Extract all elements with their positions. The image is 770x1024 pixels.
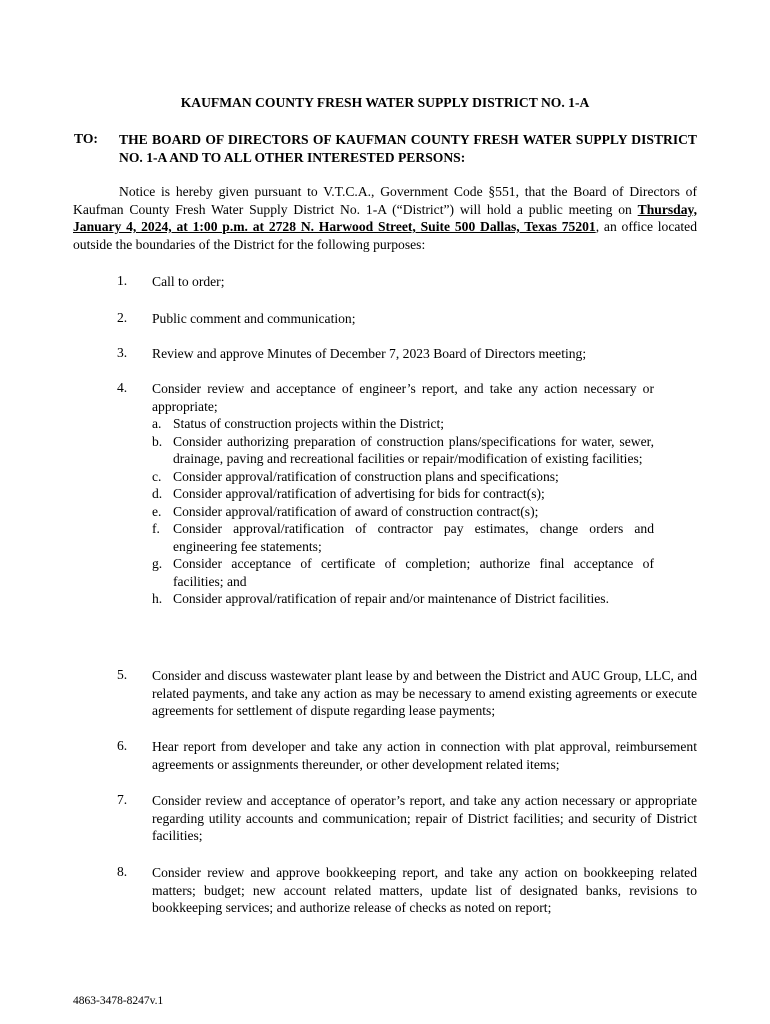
notice-text-start: Notice is hereby given pursuant to V.T.C.A., Government Code §551, that the Board of Directors of Kaufman County Fresh Water Supply District No. 1-A (“District”) will hold a public meeting on <box>73 184 697 217</box>
subitem <box>152 590 654 608</box>
item-text: Consider review and acceptance of engineer’s report, and take any action necessary or appropriate; <box>152 381 654 414</box>
item-number: 5. <box>117 667 128 682</box>
subitem-text: Consider approval/ratification of contractor pay estimates, change orders and engineering fee statements; <box>173 521 654 554</box>
subitem <box>152 520 654 555</box>
subitem <box>152 503 654 521</box>
document-title: KAUFMAN COUNTY FRESH WATER SUPPLY DISTRICT NO. 1-A <box>180 95 590 110</box>
item-text: Consider and discuss wastewater plant lease by and between the District and AUC Group, LLC, and related payments, and take any action as may be necessary to amend existing agreements or execute agreements for settlement of dispute regarding lease payments; <box>152 668 697 718</box>
subitem-letter: d. <box>152 486 163 501</box>
subitem-text: Consider acceptance of certificate of completion; authorize final acceptance of facilities; and <box>173 556 654 589</box>
to-addressee: THE BOARD OF DIRECTORS OF KAUFMAN COUNTY FRESH WATER SUPPLY DISTRICT NO. 1-A AND TO ALL OTHER INTERESTED PERSONS: <box>119 132 697 165</box>
subitem-letter: e. <box>152 503 162 519</box>
subitem <box>152 555 654 590</box>
document-id-footer: 4863-3478-8247v.1 <box>73 995 164 1007</box>
item-text: Public comment and communication; <box>152 311 356 326</box>
item-number: 8. <box>117 864 128 879</box>
subitem-text: Consider approval/ratification of award of construction contract(s); <box>173 503 539 519</box>
subitem-text: Consider authorizing preparation of construction plans/specifications for water, sewer, drainage, paving and recreational facilities or repair/modification of existing facilities; <box>173 433 654 466</box>
to-label: TO: <box>74 131 98 146</box>
item-body <box>152 380 654 608</box>
subitem-text: Status of construction projects within the District; <box>173 416 445 431</box>
item-text: Consider review and acceptance of operator’s report, and take any action necessary or appropriate regarding utility accounts and communication; repair of District facilities; and security of District facilities; <box>152 793 697 843</box>
subitem <box>152 485 654 503</box>
item-text: Call to order; <box>152 274 225 289</box>
subitem-letter: a. <box>152 416 162 431</box>
item-text: Review and approve Minutes of December 7, 2023 Board of Directors meeting; <box>152 346 587 361</box>
subitem-letter: b. <box>152 433 163 449</box>
notice-text-end: , an office located outside the boundaries of the District for the following purposes: <box>73 219 698 252</box>
subitem <box>152 433 654 468</box>
subitem-letter: g. <box>152 556 163 571</box>
subitem-letter: c. <box>152 468 162 484</box>
item-number: 4. <box>117 380 128 395</box>
subitem-letter: f. <box>152 521 160 536</box>
item-number: 3. <box>117 345 128 360</box>
meeting-date-location: Thursday, January 4, 2024, at 1:00 p.m. at 2728 N. Harwood Street, Suite 500 Dallas, Texas 75201 <box>73 201 697 234</box>
item-number: 1. <box>117 273 128 288</box>
subitem-text: Consider approval/ratification of advertising for bids for contract(s); <box>173 486 545 501</box>
subitem-text: Consider approval/ratification of repair and/or maintenance of District facilities. <box>173 591 609 606</box>
subitem-text: Consider approval/ratification of construction plans and specifications; <box>173 468 559 484</box>
item-number: 6. <box>117 738 128 753</box>
item-text: Consider review and approve bookkeeping report, and take any action on bookkeeping related matters; budget; new account related matters, update list of designated banks, revisions to bookkeeping services; and authorize release of checks as noted on report; <box>152 865 697 915</box>
subitem <box>152 468 654 486</box>
notice-paragraph <box>73 183 697 253</box>
subitem <box>152 415 654 433</box>
subitem-letter: h. <box>152 591 163 606</box>
item-text: Hear report from developer and take any action in connection with plat approval, reimbursement agreements or assignments thereunder, or other development related items; <box>152 739 697 772</box>
item-number: 7. <box>117 792 128 807</box>
item-number: 2. <box>117 310 128 325</box>
